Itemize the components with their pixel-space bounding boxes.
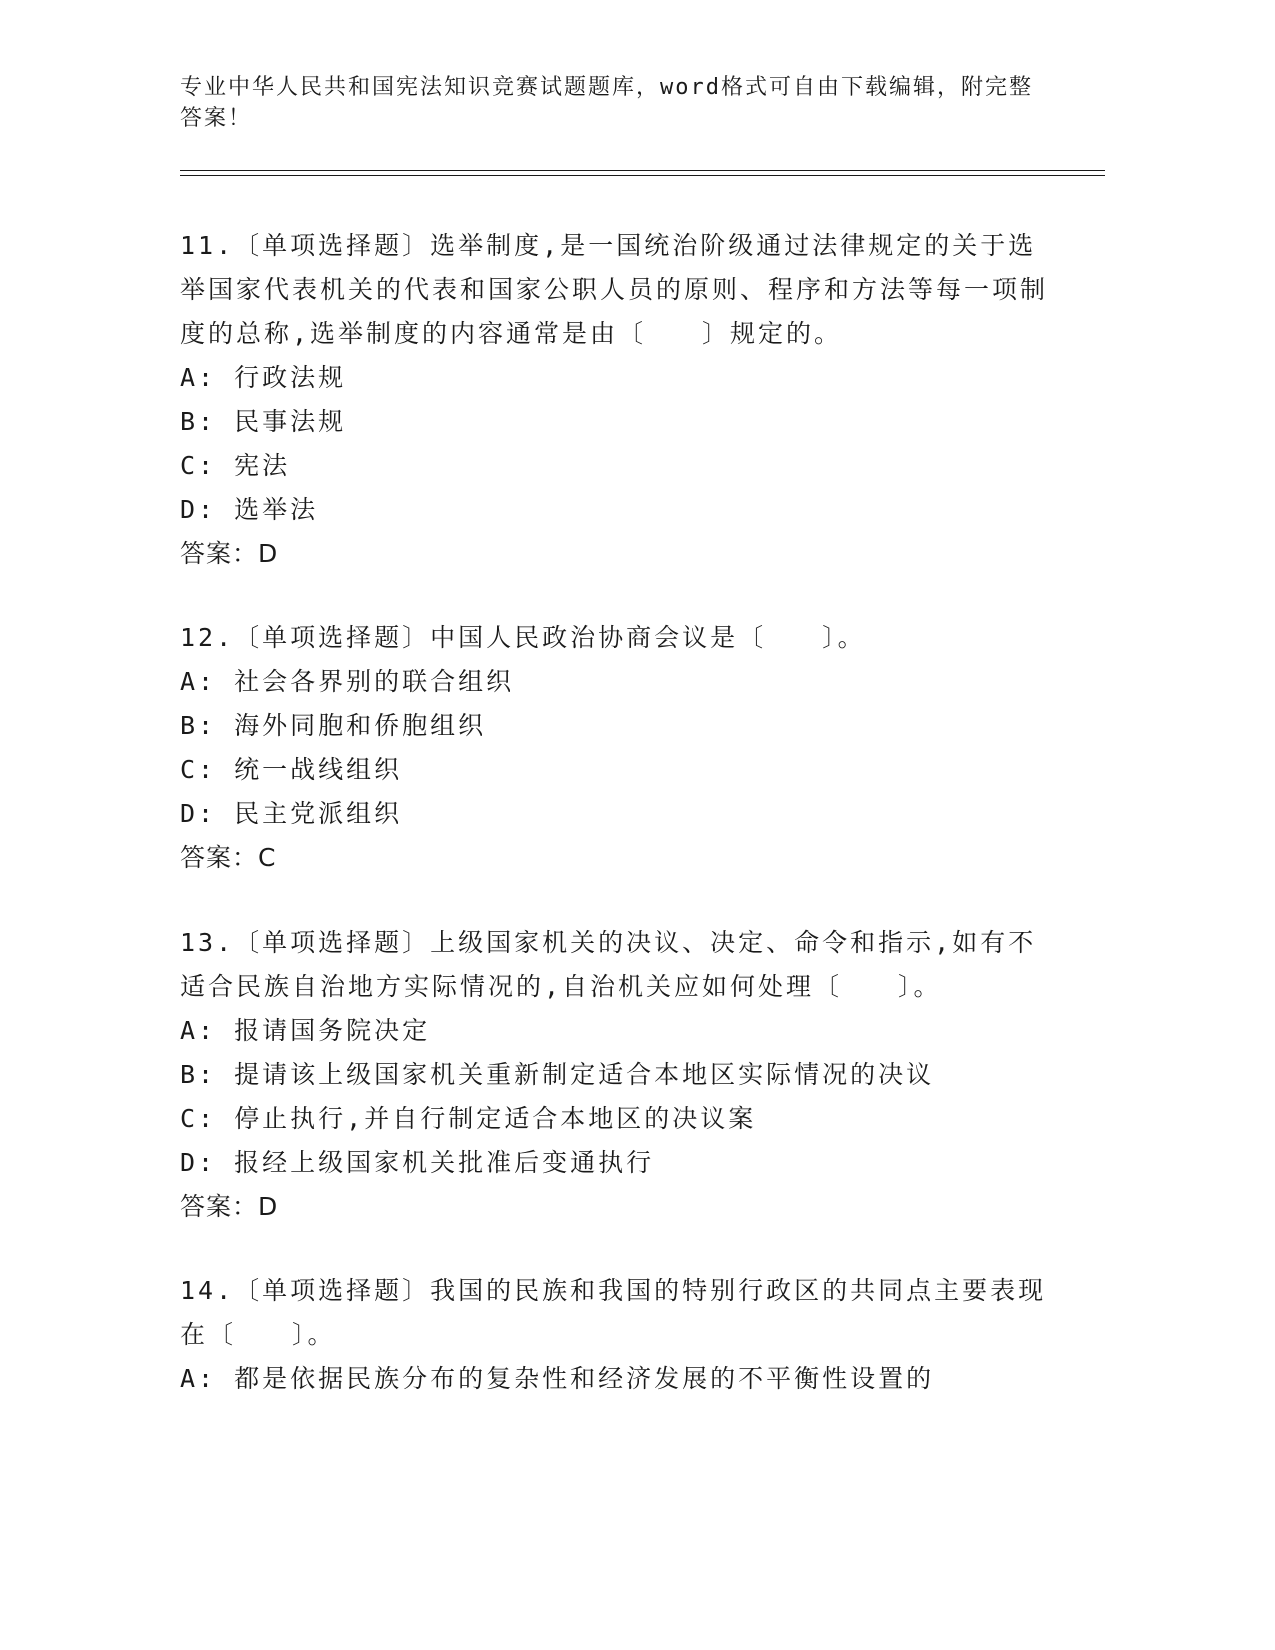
option-b: B: 民事法规	[180, 407, 347, 436]
answer-line: 答案：D	[180, 1192, 279, 1221]
option-a: A: 报请国务院决定	[180, 1016, 431, 1045]
option-a: A: 社会各界别的联合组织	[180, 667, 515, 696]
question-stem: 13.〔单项选择题〕上级国家机关的决议、决定、命令和指示,如有不适合民族自治地方实际情况的,自治机关应如何处理〔 〕。	[180, 928, 1037, 1001]
header-rule-bottom	[180, 175, 1105, 176]
option-c: C: 宪法	[180, 451, 291, 480]
option-a: A: 都是依据民族分布的复杂性和经济发展的不平衡性设置的	[180, 1364, 935, 1393]
option-b: B: 提请该上级国家机关重新制定适合本地区实际情况的决议	[180, 1060, 935, 1089]
question-stem: 12.〔单项选择题〕中国人民政治协商会议是〔 〕。	[180, 623, 866, 652]
answer-line: 答案：D	[180, 539, 279, 568]
header-rule-top	[180, 170, 1105, 171]
document-header: 专业中华人民共和国宪法知识竞赛试题题库，word格式可自由下载编辑，附完整答案！	[180, 75, 1033, 131]
option-d: D: 报经上级国家机关批准后变通执行	[180, 1148, 655, 1177]
option-d: D: 选举法	[180, 495, 319, 524]
question-stem: 14.〔单项选择题〕我国的民族和我国的特别行政区的共同点主要表现在〔 〕。	[180, 1276, 1047, 1349]
question-stem: 11.〔单项选择题〕选举制度,是一国统治阶级通过法律规定的关于选举国家代表机关的代表和国家公职人员的原则、程序和方法等每一项制度的总称,选举制度的内容通常是由〔 〕规定的。	[180, 231, 1049, 348]
option-b: B: 海外同胞和侨胞组织	[180, 711, 487, 740]
question-14	[180, 1269, 1050, 1401]
option-d: D: 民主党派组织	[180, 799, 403, 828]
question-11	[180, 224, 1050, 576]
answer-line: 答案：C	[180, 843, 277, 872]
option-c: C: 统一战线组织	[180, 755, 403, 784]
question-12	[180, 616, 1050, 880]
option-c: C: 停止执行,并自行制定适合本地区的决议案	[180, 1104, 757, 1133]
option-a: A: 行政法规	[180, 363, 347, 392]
question-13	[180, 921, 1050, 1229]
